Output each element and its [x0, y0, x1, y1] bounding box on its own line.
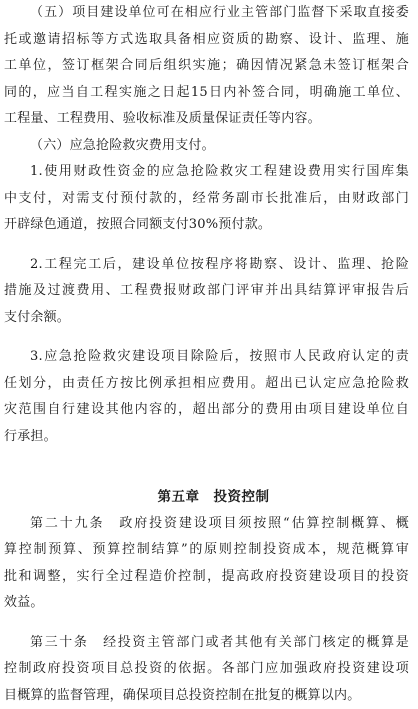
text-line: 目概算的监督管理，确保项目总投资控制在批复的概算以内。	[4, 683, 409, 709]
text-line: 工程量、工程费用、验收标准及质量保证责任等内容。	[4, 106, 409, 133]
paragraph-gap	[4, 331, 409, 344]
text-line: 开辟绿色通道，按照合同额支付30%预付款。	[4, 212, 409, 239]
article-29-paragraph	[4, 511, 409, 617]
paragraph-gap	[4, 617, 409, 630]
text-line: （五）项目建设单位可在相应行业主管部门监督下采取直接委	[4, 0, 409, 27]
section-6-heading: （六）应急抢险救灾费用支付。	[4, 133, 409, 160]
text-line: 算控制预算、预算控制结算”的原则控制投资成本，规范概算审	[4, 537, 409, 564]
article-30-paragraph	[4, 630, 409, 709]
section-5-paragraph	[4, 0, 409, 133]
text-line: 措施及过渡费用、工程费报财政部门评审并出具结算评审报告后	[4, 278, 409, 305]
section-gap	[4, 450, 409, 484]
text-line: 第二十九条 政府投资建设项目须按照“估算控制概算、概	[4, 511, 409, 538]
text-line: 控制政府投资项目总投资的依据。各部门应加强政府投资建设项	[4, 656, 409, 683]
text-line: 2.工程完工后，建设单位按程序将勘察、设计、监理、抢险	[4, 252, 409, 279]
text-line: 批和调整，实行全过程造价控制，提高政府投资建设项目的投资	[4, 564, 409, 591]
text-line: 支付余额。	[4, 305, 409, 332]
text-line: 1.使用财政性资金的应急抢险救灾工程建设费用实行国库集	[4, 159, 409, 186]
text-line: 效益。	[4, 590, 409, 617]
paragraph-gap	[4, 239, 409, 252]
section-6-item-1	[4, 159, 409, 239]
chapter-title: 第五章 投资控制	[4, 484, 409, 511]
text-line: 工单位，签订框架合同后组织实施；确因情况紧急未签订框架合	[4, 53, 409, 80]
section-6-item-2	[4, 252, 409, 332]
text-line: 托或邀请招标等方式选取具备相应资质的勘察、设计、监理、施	[4, 27, 409, 54]
text-line: 任划分，由责任方按比例承担相应费用。超出已认定应急抢险救	[4, 371, 409, 398]
text-line: 同的，应当自工程实施之日起15日内补签合同，明确施工单位、	[4, 80, 409, 107]
text-line: 中支付，对需支付预付款的，经常务副市长批准后，由财政部门	[4, 186, 409, 213]
section-6-item-3	[4, 344, 409, 450]
text-line: 行承担。	[4, 424, 409, 451]
text-line: 第三十条 经投资主管部门或者其他有关部门核定的概算是	[4, 630, 409, 657]
text-line: 3.应急抢险救灾建设项目除险后，按照市人民政府认定的责	[4, 344, 409, 371]
text-line: 灾范围自行建设其他内容的，超出部分的费用由项目建设单位自	[4, 397, 409, 424]
